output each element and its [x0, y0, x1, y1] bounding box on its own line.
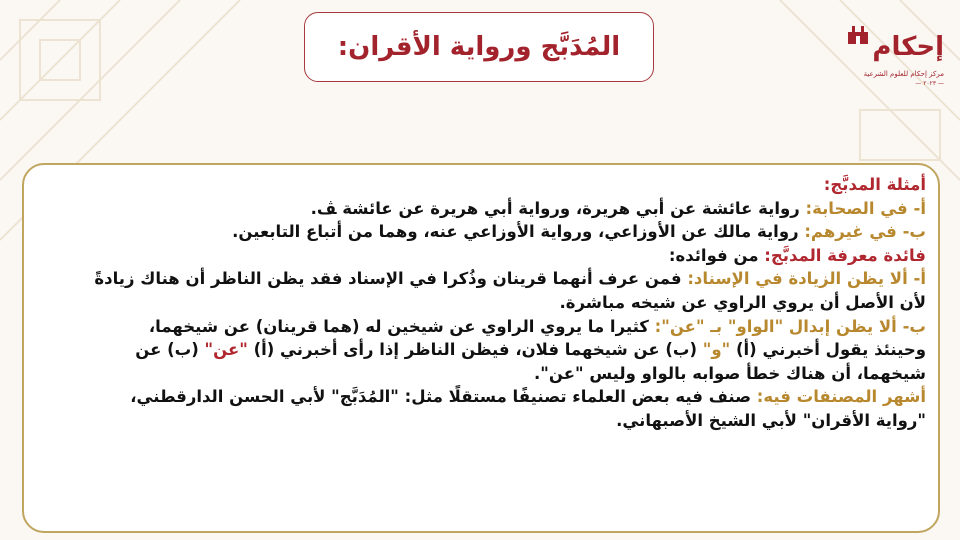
text-waw-quote: "و" [702, 340, 731, 360]
text-works: صنف فيه بعض العلماء تصنيفًا مستقلًا مثل: "المُدَبَّج" لأبي الحسن الدارقطني، [130, 387, 757, 407]
page-title: المُدَبَّج ورواية الأقران: [337, 32, 621, 62]
logo [836, 24, 948, 94]
line-5 [38, 267, 926, 291]
logo-tagline: — ٢٠٢٣ — [915, 80, 944, 87]
text-waw: كثيرا ما يروي الراوي عن شيخين له (هما قرينان) عن شيخهما، [148, 316, 655, 336]
heading-benefit: فائدة معرفة المدبَّج: [764, 245, 926, 265]
heading-addition: أ- ألا يظن الزيادة في الإسناد: [687, 269, 926, 289]
line-9 [38, 362, 926, 386]
text-waw-c: (ب) عن [135, 340, 205, 360]
line-10 [38, 385, 926, 409]
text-an-quote: "عن" [204, 340, 248, 360]
heading-sahaba: أ- في الصحابة: [805, 198, 926, 218]
line-2 [38, 197, 926, 221]
text-sahaba: رواية عائشة عن أبي هريرة، ورواية أبي هريرة عن عائشة ﭫ. [310, 198, 806, 218]
logo-subtitle: مركز إحكام للعلوم الشرعية [863, 70, 944, 78]
text-addition: فمن عرف أنهما قرينان وذُكرا في الإسناد فقد يظن الناظر أن هناك زيادةً [94, 269, 688, 289]
line-8 [38, 338, 926, 362]
logo-name: إحكام [872, 32, 944, 62]
text-works-cont: "رواية الأقران" لأبي الشيخ الأصبهاني. [616, 410, 926, 430]
line-3 [38, 220, 926, 244]
title-box [304, 12, 654, 82]
text-waw-end: شيخهما، أن هناك خطأ صوابه بالواو وليس "عن". [534, 363, 926, 383]
line-6 [38, 291, 926, 315]
content-text [38, 173, 926, 433]
text-addition-cont: لأن الأصل أن يروي الراوي عن شيخه مباشرة. [559, 292, 926, 312]
line-1 [38, 173, 926, 197]
text-waw-b: (ب) عن شيخهما فلان، فيظن الناظر إذا رأى أخبرني (أ) [247, 340, 703, 360]
line-11 [38, 409, 926, 433]
heading-works: أشهر المصنفات فيه: [756, 387, 926, 407]
heading-others: ب- في غيرهم: [804, 222, 926, 242]
heading-examples: أمثلة المدبَّج: [823, 175, 926, 194]
content-box [22, 163, 940, 533]
text-others: رواية مالك عن الأوزاعي، ورواية الأوزاعي عنه، وهما من أتباع التابعين. [232, 222, 805, 242]
heading-waw: ب- ألا يظن إبدال "الواو" بـ "عن": [654, 316, 926, 336]
text-waw-a: وحينئذ يقول أخبرني (أ) [730, 340, 926, 360]
line-4 [38, 244, 926, 268]
text-benefit: من فوائده: [668, 245, 765, 265]
line-7 [38, 315, 926, 339]
logo-mosque-icon [846, 24, 870, 46]
